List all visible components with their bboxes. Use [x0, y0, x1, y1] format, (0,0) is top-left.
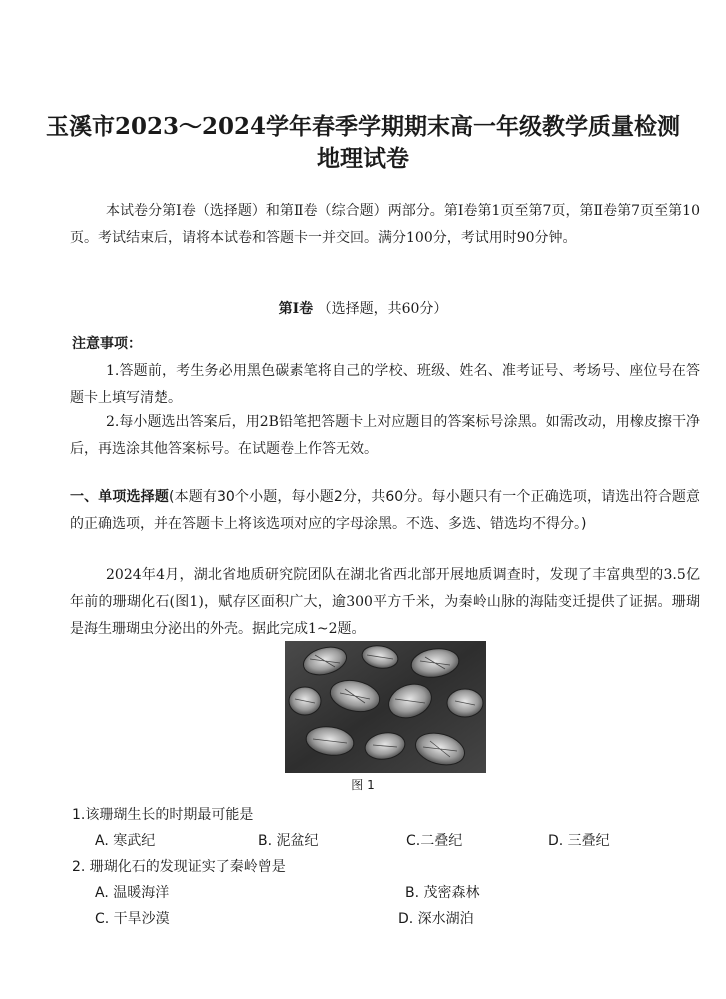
- exam-intro: 本试卷分第Ⅰ卷（选择题）和第Ⅱ卷（综合题）两部分。第Ⅰ卷第1页至第7页，第Ⅱ卷第7页至第10页。考试结束后，请将本试卷和答题卡一并交回。满分100分，考试用时90分钟。: [70, 203, 700, 246]
- q2-option-a: A. 温暖海洋: [95, 885, 170, 901]
- q2-option-c: C. 干旱沙漠: [95, 911, 170, 927]
- notes-heading: 注意事项：: [72, 336, 142, 352]
- part1-heading: [0, 298, 726, 318]
- question-1: 1.该珊瑚生长的时期最可能是: [72, 807, 254, 823]
- exam-title-line1: 玉溪市2023～2024学年春季学期期末高一年级教学质量检测: [45, 113, 681, 140]
- coral-fossil-image: [285, 641, 486, 773]
- section1-desc: (本题有30个小题，每小题2分，共60分。每小题只有一个正确选项，请选出符合题意的正确选项，并在答题卡上将该选项对应的字母涂黑。不选、多选、错选均不得分。): [70, 489, 701, 532]
- exam-title-line2: 地理试卷: [317, 145, 409, 172]
- q1-option-b: B. 泥盆纪: [258, 833, 319, 849]
- q1-option-c: C.二叠纪: [406, 833, 463, 849]
- figure-caption: 图 1: [351, 778, 375, 792]
- question-stem: 2024年4月，湖北省地质研究院团队在湖北省西北部开展地质调查时，发现了丰富典型的3.5亿年前的珊瑚化石(图1)，赋存区面积广大，逾300平方千米，为秦岭山脉的海陆变迁提供了证据。珊瑚是海生珊瑚虫分泌出的外壳。据此完成1~2题。: [70, 567, 700, 637]
- q2-option-b: B. 茂密森林: [405, 885, 480, 901]
- q1-option-d: D. 三叠纪: [548, 833, 610, 849]
- q2-option-d: D. 深水湖泊: [398, 911, 474, 927]
- section1-intro: [70, 484, 700, 538]
- question-2: 2. 珊瑚化石的发现证实了秦岭曾是: [72, 859, 286, 875]
- q1-option-a: A. 寒武纪: [95, 833, 156, 849]
- part1-desc: （选择题，共60分）: [317, 301, 448, 317]
- section1-heading: 一、单项选择题: [70, 489, 169, 505]
- notes-item-1: 1.答题前，考生务必用黑色碳素笔将自己的学校、班级、姓名、准考证号、考场号、座位号在答题卡上填写清楚。: [70, 363, 700, 406]
- part1-label: 第Ⅰ卷: [278, 301, 314, 317]
- notes-item-2: 2.每小题选出答案后，用2B铅笔把答题卡上对应题目的答案标号涂黑。如需改动，用橡皮擦干净后，再选涂其他答案标号。在试题卷上作答无效。: [70, 414, 700, 457]
